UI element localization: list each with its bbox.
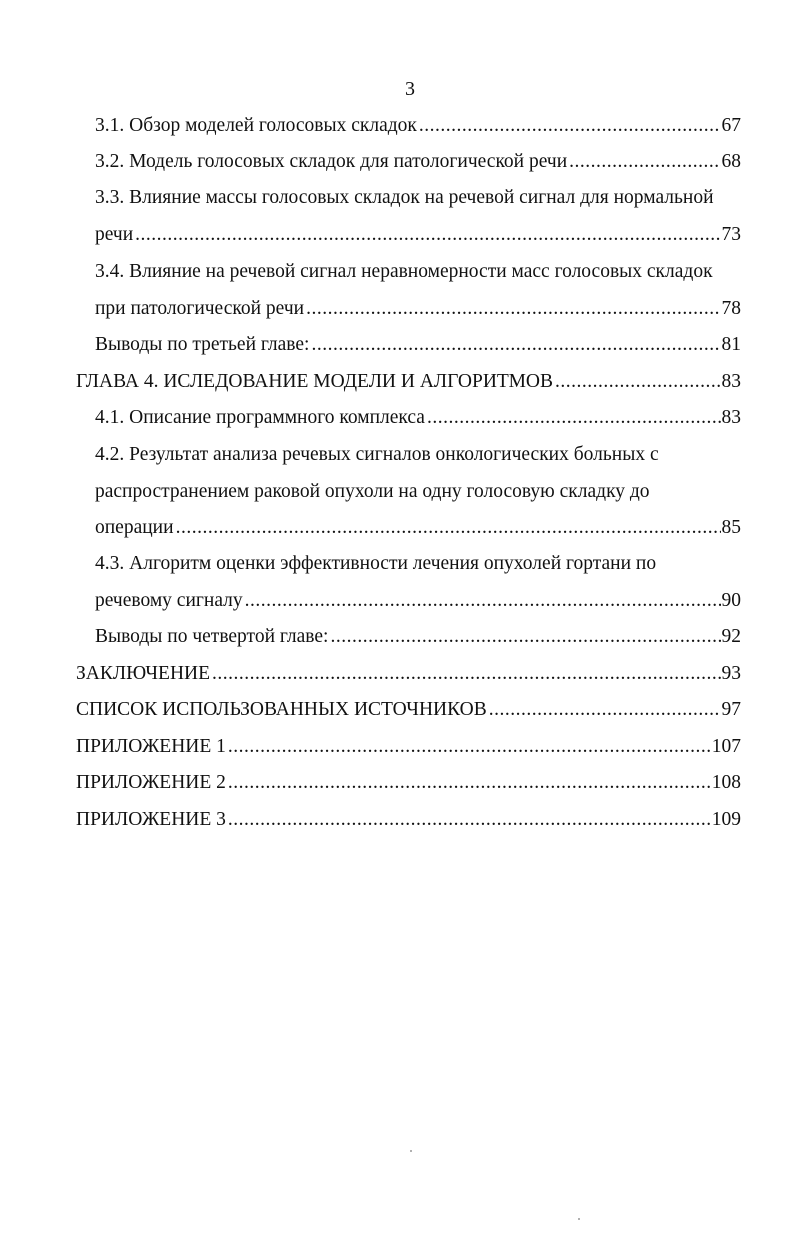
toc-entry-chapter-4[interactable] [76,369,741,395]
toc-entry-page: 83 [721,407,741,428]
toc-leader-dots [489,697,721,723]
toc-leader-dots [419,113,721,139]
toc-entry-page: 93 [721,663,741,684]
toc-leader-dots [135,222,720,248]
toc-entry-title: Выводы по четвертой главе: [95,626,329,647]
toc-entry-title: при патологической речи [95,298,305,319]
toc-entry-page: 83 [721,371,741,392]
toc-leader-dots [228,734,711,760]
toc-leader-dots [228,807,711,833]
toc-entry-page: 81 [721,334,741,355]
toc-entry-3-3[interactable] [95,222,741,248]
toc-entry-title: 3.1. Обзор моделей голосовых складок [95,115,417,136]
toc-entry-4-3-line1: 4.3. Алгоритм оценки эффективности лечения опухолей гортани по [95,553,657,574]
toc-entry-appendix-1[interactable] [76,734,741,760]
toc-entry-page: 78 [721,298,741,319]
toc-entry-page: 97 [721,699,741,720]
scan-speck [410,1150,412,1152]
toc-entry-3-2[interactable] [95,149,741,175]
toc-entry-references[interactable] [76,697,741,723]
toc-entry-appendix-2[interactable] [76,770,741,796]
toc-entry-page: 109 [711,809,741,830]
toc-leader-dots [427,405,721,431]
toc-entry-chapter3-conclusions[interactable] [95,332,741,358]
toc-leader-dots [228,770,711,796]
toc-entry-title: речи [95,224,134,245]
toc-leader-dots [245,588,721,614]
toc-entry-4-2-line1: 4.2. Результат анализа речевых сигналов онкологических больных с [95,444,659,465]
toc-entry-chapter4-conclusions[interactable] [95,624,741,650]
toc-entry-page: 73 [721,224,741,245]
toc-entry-title: ПРИЛОЖЕНИЕ 2 [76,772,226,793]
toc-entry-appendix-3[interactable] [76,807,741,833]
toc-leader-dots [330,624,720,650]
page-number: 3 [405,78,415,100]
toc-entry-4-2-line2: распространением раковой опухоли на одну голосовую складку до [95,481,650,502]
toc-entry-page: 92 [721,626,741,647]
toc-entry-title: ЗАКЛЮЧЕНИЕ [76,663,211,684]
toc-entry-3-4-line1: 3.4. Влияние на речевой сигнал неравномерности масс голосовых складок [95,261,713,282]
toc-leader-dots [311,332,720,358]
toc-entry-title: операции [95,517,174,538]
toc-entry-page: 85 [721,517,741,538]
toc-leader-dots [555,369,720,395]
toc-entry-page: 68 [721,151,741,172]
toc-entry-conclusion[interactable] [76,661,741,687]
scan-speck [578,1218,580,1220]
toc-entry-3-4[interactable] [95,296,741,322]
toc-entry-title: речевому сигналу [95,590,243,611]
toc-entry-title: СПИСОК ИСПОЛЬЗОВАННЫХ ИСТОЧНИКОВ [76,699,487,720]
toc-leader-dots [212,661,720,687]
toc-leader-dots [569,149,720,175]
toc-leader-dots [306,296,720,322]
toc-entry-4-2[interactable] [95,515,741,541]
toc-entry-title: ПРИЛОЖЕНИЕ 1 [76,736,226,757]
toc-entry-title: Выводы по третьей главе: [95,334,310,355]
toc-entry-page: 90 [721,590,741,611]
toc-entry-page: 108 [711,772,741,793]
toc-entry-3-1[interactable] [95,113,741,139]
toc-entry-4-3[interactable] [95,588,741,614]
toc-entry-4-1[interactable] [95,405,741,431]
toc-leader-dots [176,515,721,541]
toc-entry-title: 3.2. Модель голосовых складок для патологической речи [95,151,568,172]
toc-entry-title: 4.1. Описание программного комплекса [95,407,425,428]
toc-entry-page: 107 [711,736,741,757]
toc-entry-3-3-line1: 3.3. Влияние массы голосовых складок на речевой сигнал для нормальной [95,187,714,208]
toc-entry-title: ПРИЛОЖЕНИЕ 3 [76,809,226,830]
toc-entry-page: 67 [721,115,741,136]
toc-entry-title: ГЛАВА 4. ИСЛЕДОВАНИЕ МОДЕЛИ И АЛГОРИТМОВ [76,371,554,392]
